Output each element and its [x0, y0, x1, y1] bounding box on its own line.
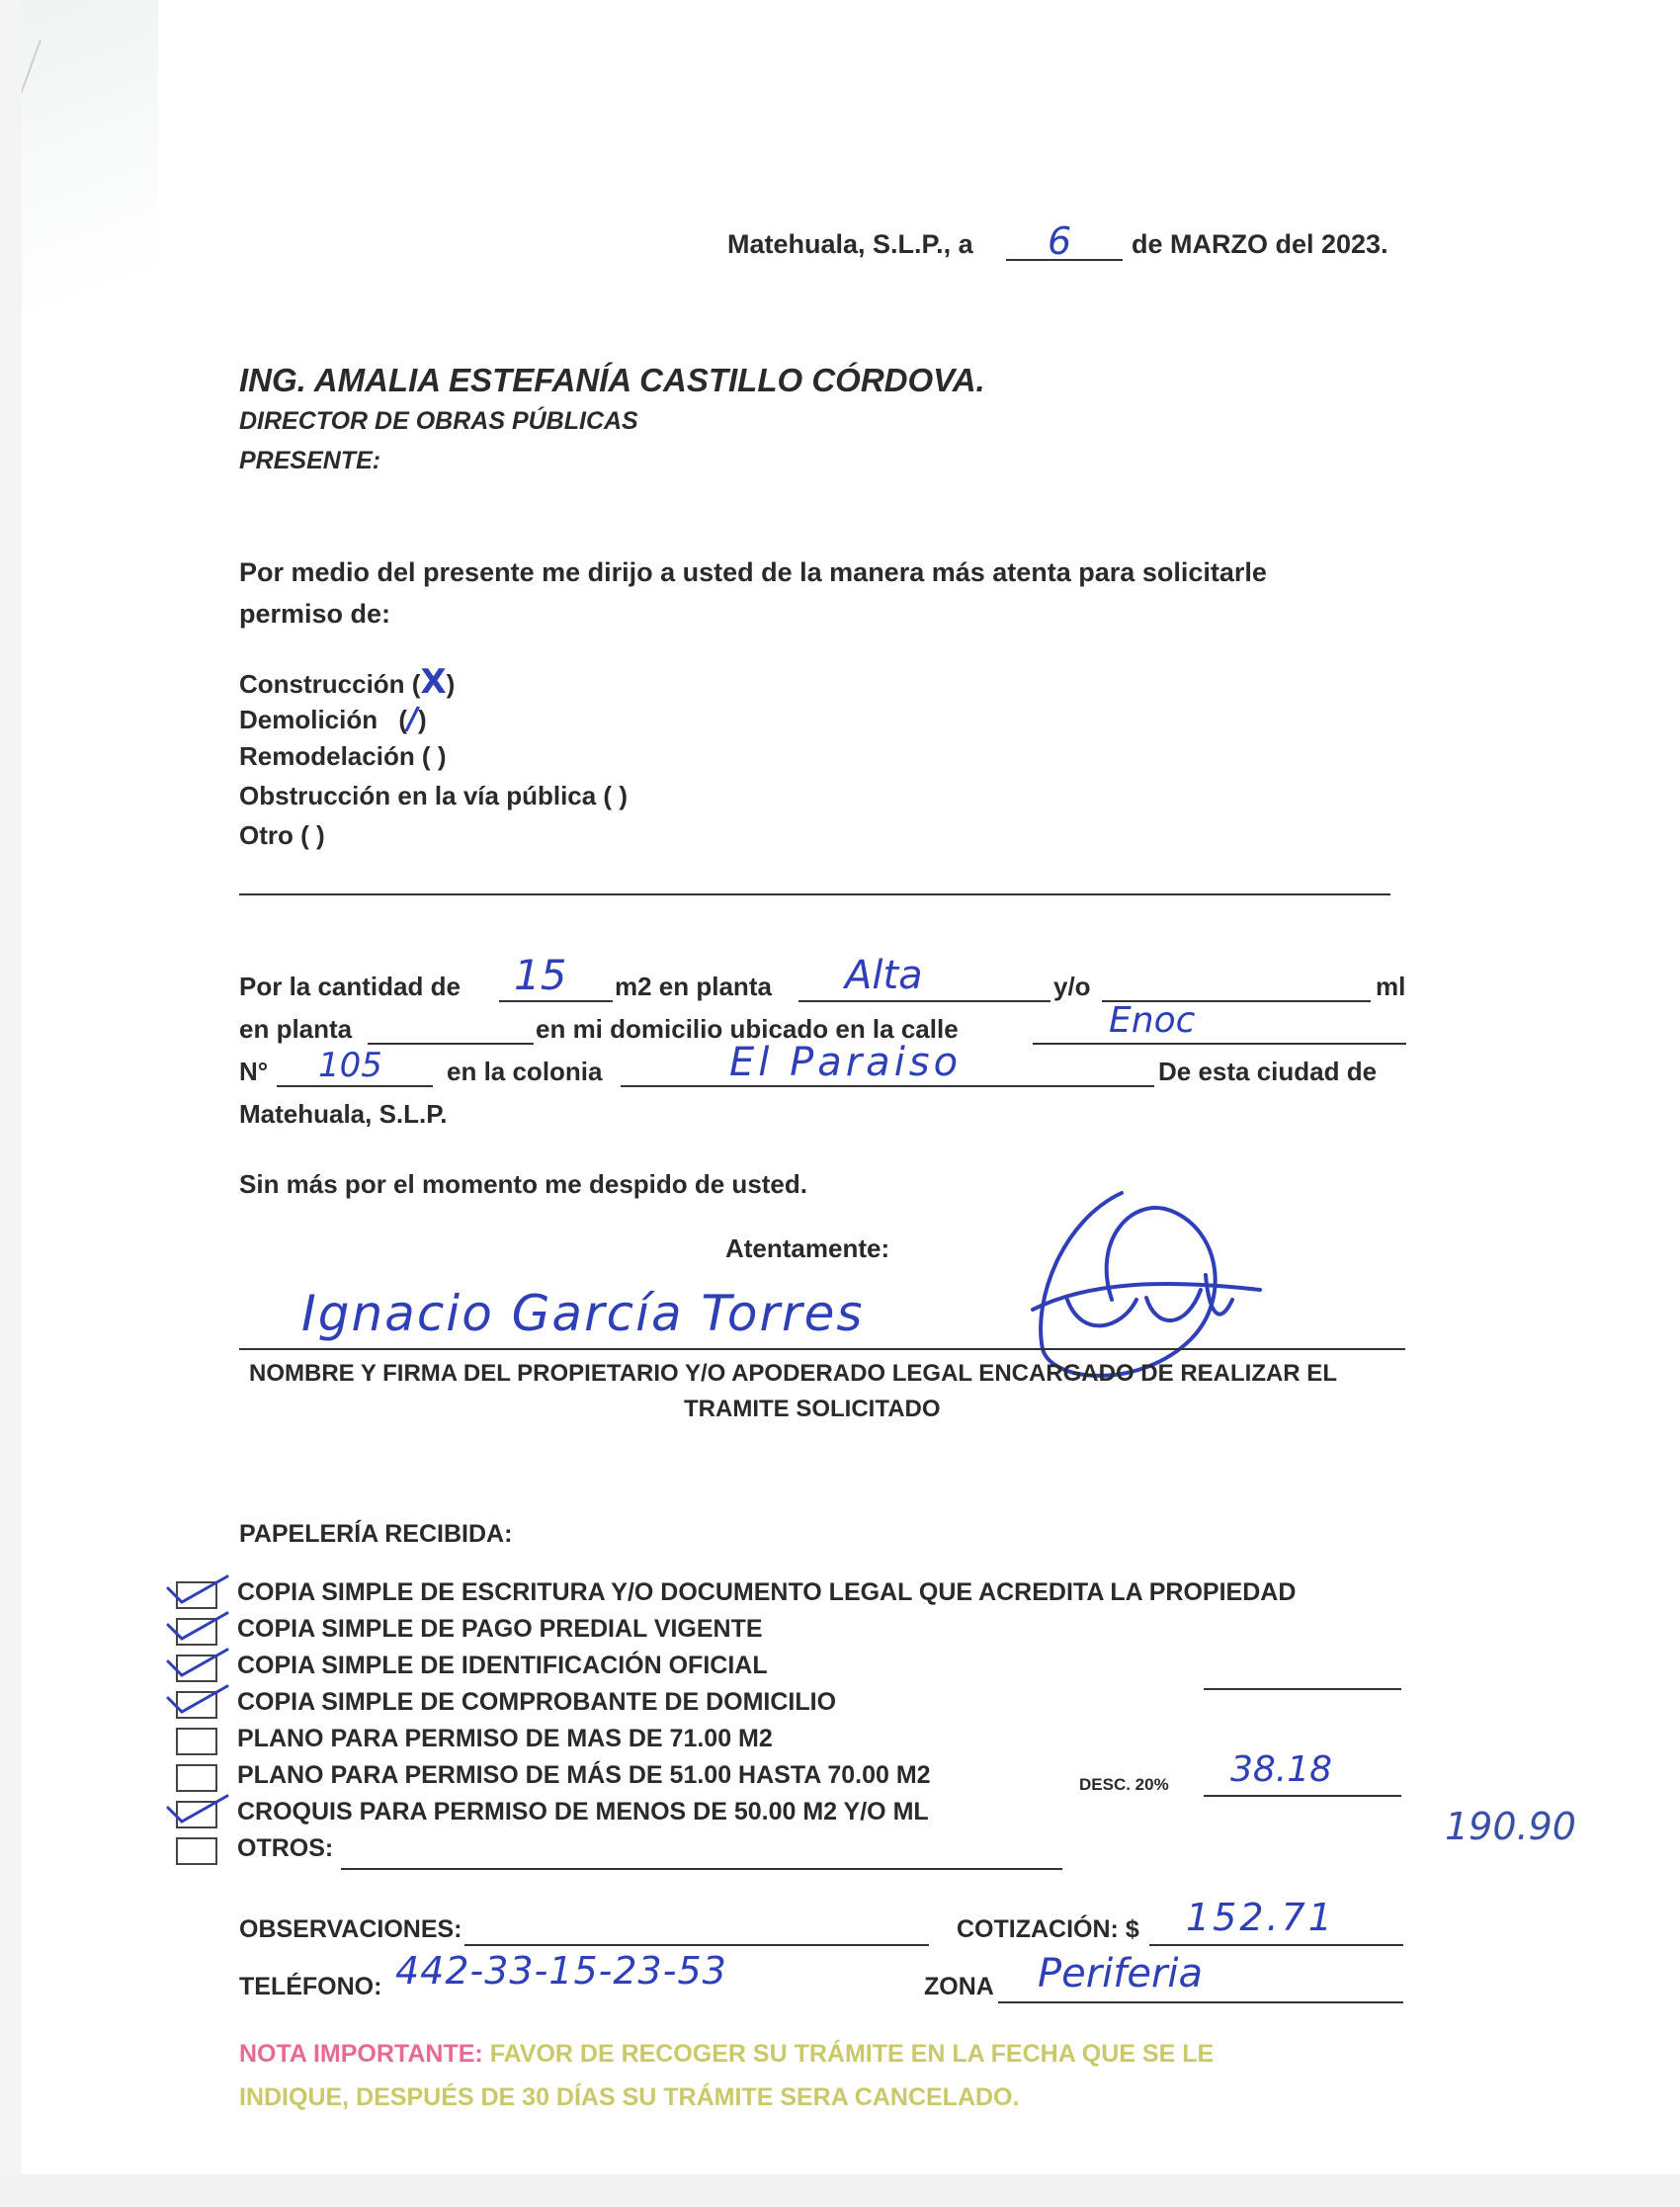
signer-name: Ignacio García Torres — [301, 1285, 865, 1342]
signature-line — [239, 1348, 1405, 1350]
signature-caption-1: NOMBRE Y FIRMA DEL PROPIETARIO Y/O APODERADO LEGAL ENCARGADO DE REALIZAR EL — [249, 1360, 1337, 1387]
numero-value: 105 — [318, 1046, 382, 1085]
colonia-value: El Paraiso — [729, 1040, 963, 1085]
doc-item: COPIA SIMPLE DE PAGO PREDIAL VIGENTE — [237, 1615, 763, 1643]
telefono-label: TELÉFONO: — [239, 1973, 382, 2000]
otro-line — [239, 893, 1390, 895]
option-demolicion — [239, 702, 427, 736]
m2-planta-label: m2 en planta — [615, 972, 772, 1001]
observaciones-line — [464, 1944, 929, 1946]
atentamente: Atentamente: — [725, 1233, 890, 1263]
cantidad-line — [499, 1000, 613, 1002]
checkmark — [168, 1576, 227, 1602]
desc-label: DESC. 20% — [1079, 1775, 1169, 1794]
doc-item: CROQUIS PARA PERMISO DE MENOS DE 50.00 M2 Y/O ML — [237, 1798, 929, 1825]
calle-value: Enoc — [1109, 1000, 1196, 1041]
blank-right-line — [1204, 1688, 1401, 1690]
cotizacion-line — [1149, 1944, 1403, 1946]
desc-line — [1204, 1795, 1401, 1797]
planta-value: Alta — [845, 953, 923, 998]
day-value: 6 — [1048, 219, 1072, 263]
request-intro-2: permiso de: — [239, 599, 391, 629]
observaciones-label: OBSERVACIONES: — [239, 1915, 462, 1943]
option-construccion-close: ) — [446, 669, 456, 699]
checkmark — [168, 1650, 227, 1675]
en-planta-line — [368, 1043, 534, 1045]
side-note-value: 190.90 — [1445, 1805, 1576, 1848]
zona-label: ZONA — [924, 1973, 994, 2000]
doc-item: COPIA SIMPLE DE IDENTIFICACIÓN OFICIAL — [237, 1652, 768, 1679]
yo-label: y/o — [1053, 972, 1091, 1001]
cotizacion-label: COTIZACIÓN: $ — [957, 1915, 1139, 1943]
colonia-line — [621, 1085, 1154, 1087]
option-demolicion-mark: / — [407, 702, 419, 736]
en-planta-label: en planta — [239, 1014, 353, 1044]
doc-item: PLANO PARA PERMISO DE MÁS DE 51.00 HASTA 70.00 M2 — [237, 1761, 931, 1789]
ml-label: ml — [1376, 972, 1406, 1001]
checkmark — [168, 1686, 227, 1712]
scan-left-edge — [0, 0, 22, 2207]
domicilio-label: en mi domicilio ubicado en la calle — [536, 1014, 959, 1044]
scan-bottom-edge — [0, 2174, 1680, 2207]
planta-line — [798, 1000, 1050, 1002]
doc-item: COPIA SIMPLE DE COMPROBANTE DE DOMICILIO — [237, 1688, 837, 1716]
doc-item: PLANO PARA PERMISO DE MAS DE 71.00 M2 — [237, 1725, 773, 1752]
desc-value: 38.18 — [1230, 1749, 1333, 1790]
addressee-name: ING. AMALIA ESTEFANÍA CASTILLO CÓRDOVA. — [239, 362, 985, 398]
doc-item: COPIA SIMPLE DE ESCRITURA Y/O DOCUMENTO LEGAL QUE ACREDITA LA PROPIEDAD — [237, 1578, 1297, 1606]
ciudad-label: De esta ciudad de — [1158, 1057, 1378, 1086]
checkmark — [168, 1796, 227, 1822]
option-demolicion-label: Demolición — [239, 705, 378, 734]
colonia-label: en la colonia — [447, 1057, 603, 1086]
nota-text-1: FAVOR DE RECOGER SU TRÁMITE EN LA FECHA QUE SE LE — [489, 2040, 1215, 2068]
numero-line — [277, 1085, 433, 1087]
scan-corner-artifact — [0, 0, 158, 415]
nota-label: NOTA IMPORTANTE: — [239, 2040, 483, 2068]
option-obstruccion: Obstrucción en la vía pública ( ) — [239, 781, 628, 810]
nota-line-1 — [239, 2040, 1214, 2069]
nota-text-2: INDIQUE, DESPUÉS DE 30 DÍAS SU TRÁMITE SERA CANCELADO. — [239, 2083, 1020, 2111]
option-construccion-mark: X — [420, 662, 447, 702]
despedida: Sin más por el momento me despido de usted. — [239, 1169, 807, 1199]
zona-value: Periferia — [1038, 1951, 1204, 1996]
option-construccion — [239, 662, 455, 702]
calle-line — [1033, 1043, 1406, 1045]
zona-line — [998, 2001, 1403, 2003]
checkmark — [168, 1613, 227, 1639]
place-date-prefix: Matehuala, S.L.P., a — [727, 229, 973, 259]
numero-label: N° — [239, 1057, 269, 1086]
option-remodelacion: Remodelación ( ) — [239, 741, 447, 771]
option-demolicion-open: ( — [398, 705, 408, 734]
request-intro: Por medio del presente me dirijo a usted de la manera más atenta para solicitarle — [239, 557, 1267, 587]
option-construccion-label: Construcción ( — [239, 669, 421, 699]
option-otro: Otro ( ) — [239, 820, 325, 850]
signature-caption-2: TRAMITE SOLICITADO — [684, 1396, 941, 1422]
papeleria-title: PAPELERÍA RECIBIDA: — [239, 1520, 513, 1548]
option-demolicion-close: ) — [418, 705, 427, 734]
doc-item: OTROS: — [237, 1834, 334, 1862]
month-year: de MARZO del 2023. — [1132, 229, 1388, 259]
ciudad-label-2: Matehuala, S.L.P. — [239, 1099, 448, 1129]
telefono-value: 442-33-15-23-53 — [395, 1949, 727, 1993]
cantidad-label: Por la cantidad de — [239, 972, 461, 1001]
checkmarks-layer — [158, 1567, 277, 1883]
cantidad-value: 15 — [514, 951, 567, 999]
otros-line — [341, 1868, 1062, 1870]
addressee-title: DIRECTOR DE OBRAS PÚBLICAS — [239, 407, 638, 435]
cotizacion-value: 152.71 — [1186, 1896, 1335, 1939]
addressee-presente: PRESENTE: — [239, 447, 381, 474]
